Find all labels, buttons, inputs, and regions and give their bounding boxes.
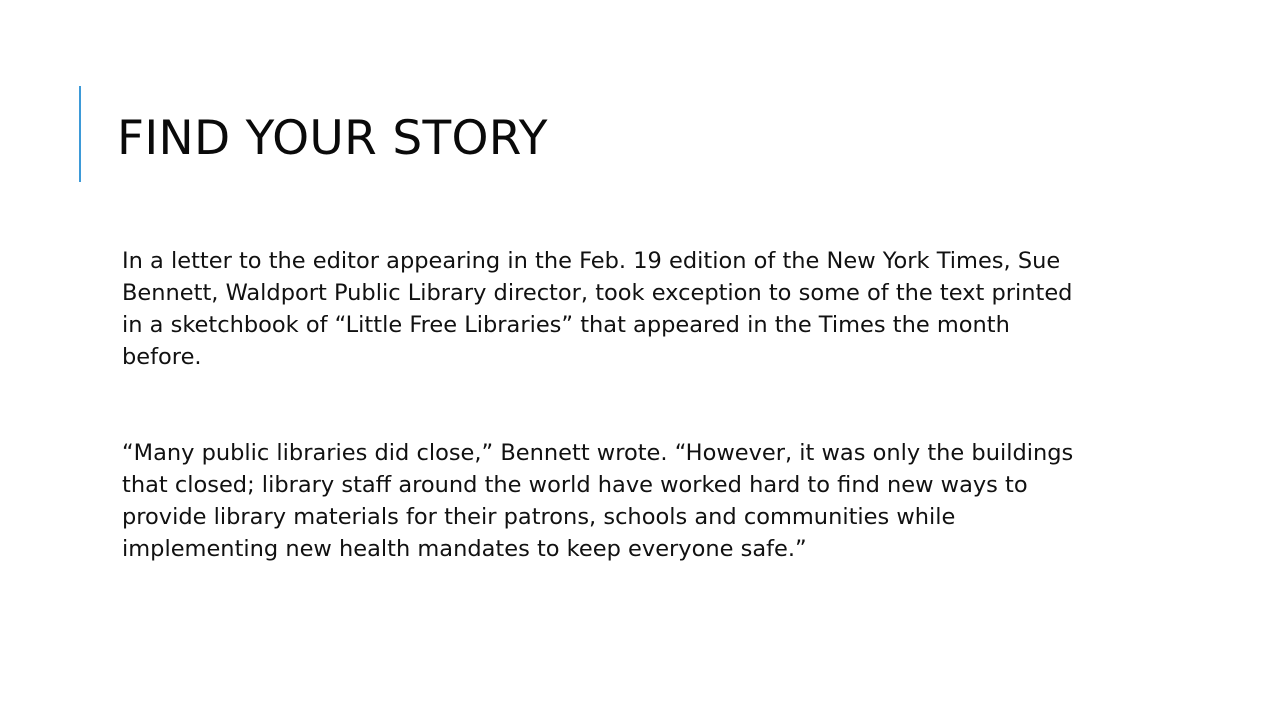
title-accent-bar bbox=[79, 86, 81, 182]
paragraph-spacer bbox=[122, 373, 1132, 437]
paragraph-line: in a sketchbook of “Little Free Libraries” that appeared in the Times the month bbox=[122, 312, 1010, 338]
slide-body bbox=[122, 245, 1132, 565]
paragraph-line: implementing new health mandates to keep everyone safe.” bbox=[122, 536, 807, 562]
slide-title: FIND YOUR STORY bbox=[117, 111, 548, 166]
paragraph-letter-to-editor bbox=[122, 245, 1132, 373]
paragraph-line: In a letter to the editor appearing in the Feb. 19 edition of the New York Times, Sue bbox=[122, 248, 1061, 274]
paragraph-line: that closed; library staff around the world have worked hard to find new ways to bbox=[122, 472, 1028, 498]
paragraph-line: “Many public libraries did close,” Bennett wrote. “However, it was only the buildings bbox=[122, 440, 1074, 466]
paragraph-line: Bennett, Waldport Public Library director, took exception to some of the text printed bbox=[122, 280, 1073, 306]
paragraph-line: before. bbox=[122, 344, 202, 370]
paragraph-line: provide library materials for their patrons, schools and communities while bbox=[122, 504, 956, 530]
paragraph-bennett-quote bbox=[122, 437, 1132, 565]
